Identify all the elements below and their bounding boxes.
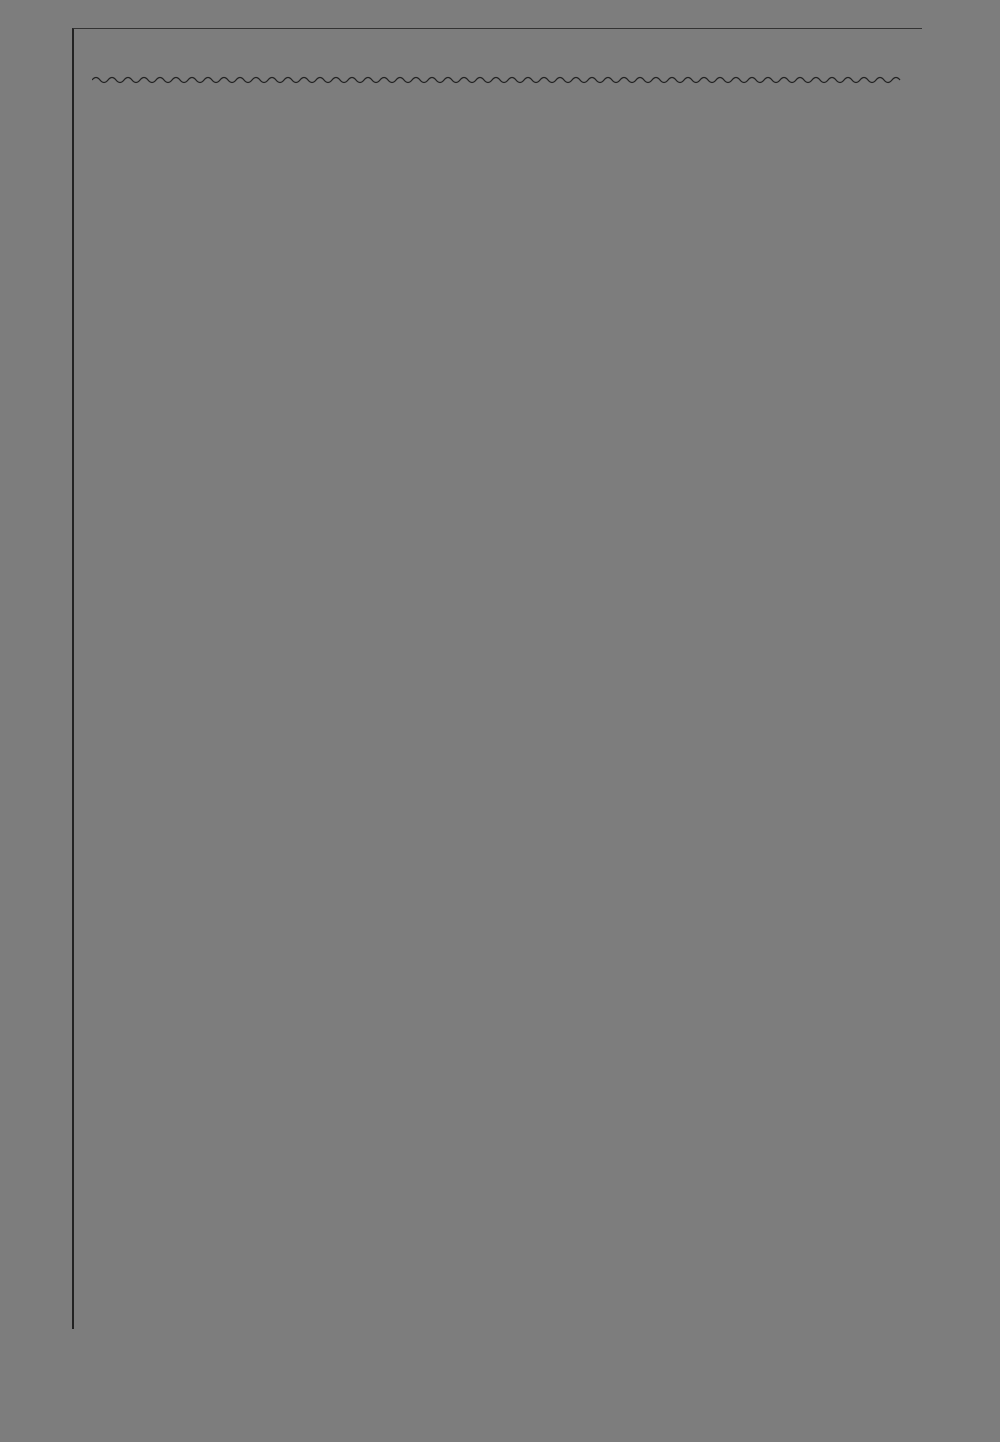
header-by-consent bbox=[381, 217, 437, 319]
header-by-demand bbox=[447, 217, 503, 319]
header-total bbox=[532, 217, 554, 319]
document-page bbox=[72, 28, 922, 1329]
header-received bbox=[304, 179, 358, 319]
